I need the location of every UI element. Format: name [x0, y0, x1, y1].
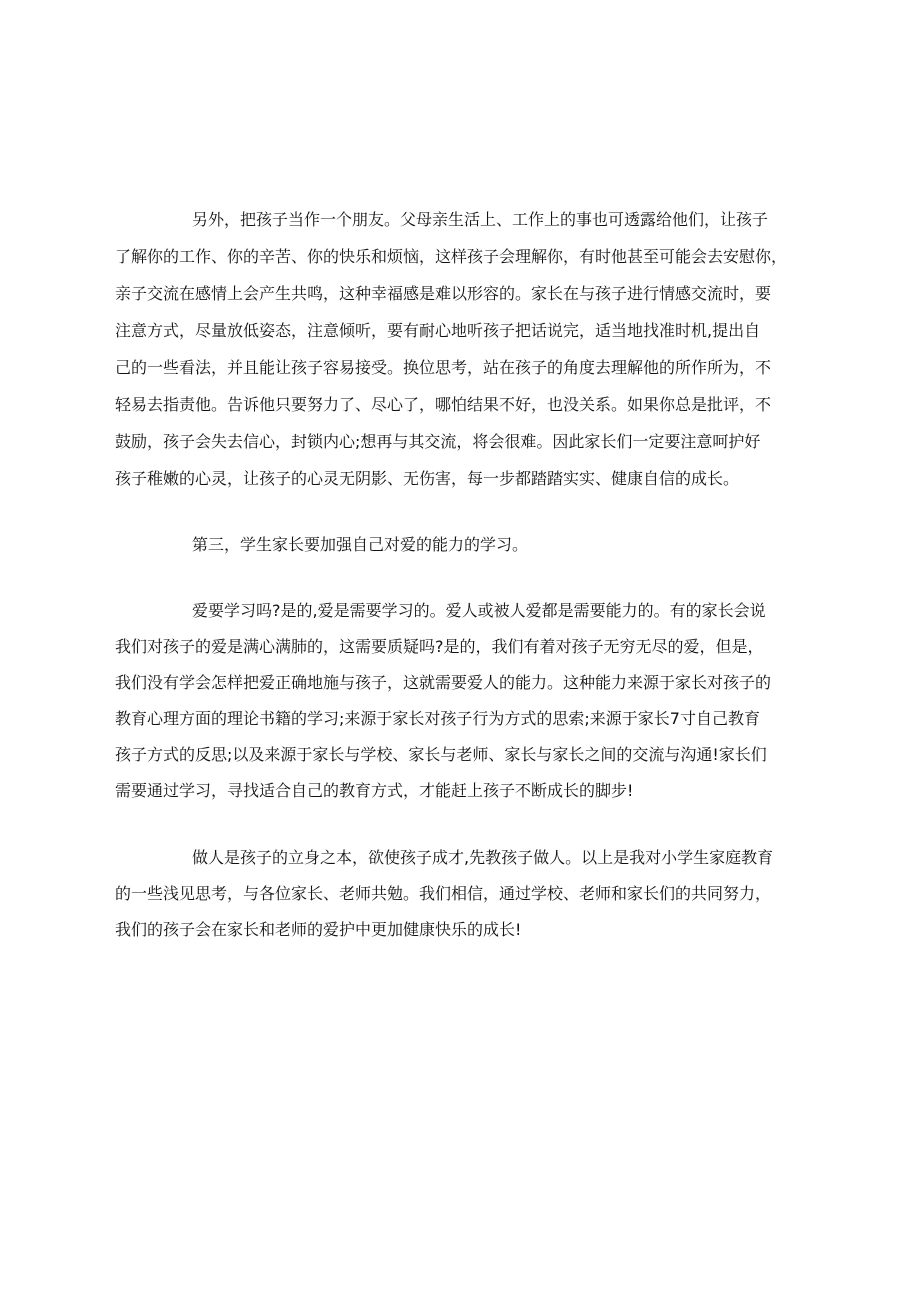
paragraph-3-line-1: 做人是孩子的立身之本，欲使孩子成才,先教孩子做人。以上是我对小学生家庭教育 — [192, 848, 774, 867]
paragraph-1-line-5: 己的一些看法，并且能让孩子容易接受。换位思考，站在孩子的角度去理解他的所作所为，不 — [115, 358, 772, 377]
paragraph-3-line-3: 我们的孩子会在家长和老师的爱护中更加健康快乐的成长! — [115, 920, 522, 939]
paragraph-2-line-4: 教育心理方面的理论书籍的学习;来源于家长对孩子行为方式的思索;来源于家长7寸自己教育 — [115, 709, 760, 728]
paragraph-2-line-6: 需要通过学习，寻找适合自己的教育方式，才能赶上孩子不断成长的脚步! — [115, 781, 634, 800]
paragraph-1-line-8: 孩子稚嫩的心灵，让孩子的心灵无阴影、无伤害，每一步都踏踏实实、健康自信的成长。 — [115, 469, 740, 488]
paragraph-1-line-7: 鼓励，孩子会失去信心，封锁内心;想再与其交流，将会很难。因此家长们一定要注意呵护好 — [115, 432, 761, 451]
paragraph-1-line-3: 亲子交流在感情上会产生共鸣，这种幸福感是难以形容的。家长在与孩子进行情感交流时，要 — [115, 284, 772, 303]
paragraph-2-line-3: 我们没有学会怎样把爱正确地施与孩子，这就需要爱人的能力。这种能力来源于家长对孩子的 — [115, 673, 772, 692]
section-heading: 第三，学生家长要加强自己对爱的能力的学习。 — [192, 535, 529, 554]
paragraph-1-line-6: 轻易去指责他。告诉他只要努力了、尽心了，哪怕结果不好，也没关系。如果你总是批评，不 — [115, 395, 772, 414]
paragraph-1-line-1: 另外，把孩子当作一个朋友。父母亲生活上、工作上的事也可透露给他们，让孩子 — [192, 210, 769, 229]
paragraph-2-line-2: 我们对孩子的爱是满心满肺的，这需要质疑吗?是的，我们有着对孩子无穷无尽的爱，但是， — [115, 637, 764, 656]
paragraph-3-line-2: 的一些浅见思考，与各位家长、老师共勉。我们相信，通过学校、老师和家长们的共同努力， — [115, 884, 772, 903]
paragraph-1-line-2: 了解你的工作、你的辛苦、你的快乐和烦恼，这样孩子会理解你，有时他甚至可能会去安慰你， — [115, 247, 788, 266]
paragraph-2-line-5: 孩子方式的反思;以及来源于家长与学校、家长与老师、家长与家长之间的交流与沟通!家长们 — [115, 745, 767, 764]
paragraph-2-line-1: 爱要学习吗?是的,爱是需要学习的。爱人或被人爱都是需要能力的。有的家长会说 — [192, 601, 766, 620]
paragraph-1-line-4: 注意方式，尽量放低姿态，注意倾听，要有耐心地听孩子把话说完，适当地找准时机,提出自 — [115, 321, 761, 340]
